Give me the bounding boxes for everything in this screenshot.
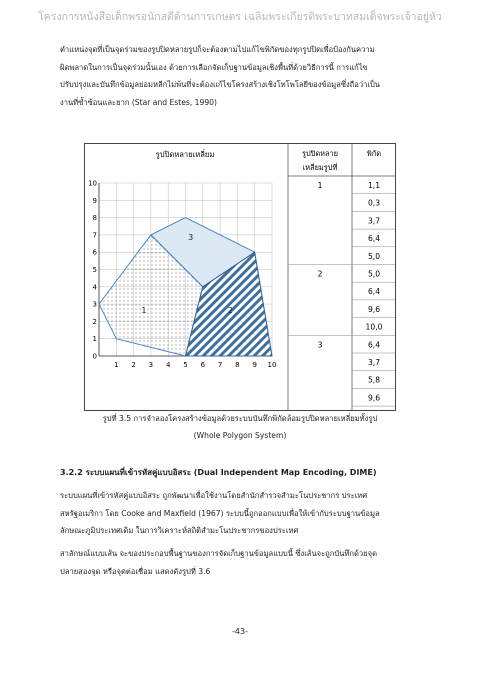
- y-tick-label: 6: [92, 248, 97, 257]
- x-tick-label: 8: [235, 361, 240, 369]
- y-tick-label: 3: [92, 300, 97, 309]
- table-header-coords: พิกัด: [366, 149, 382, 158]
- polygon-label: 1: [141, 305, 147, 315]
- text-line: สหรัฐอเมริกา โดย Cooke and Maxfield (1967) ระบบนี้ถูกออกแบบเพื่อให้เข้ากับระบบฐานข้อมูล: [60, 508, 380, 518]
- x-tick-label: 4: [165, 361, 171, 369]
- paragraph-line-features: [60, 545, 432, 580]
- section-heading: 3.2.2 ระบบแผนที่เข้ารหัสคู่แบบอิสระ (Dual Independent Map Encoding, DIME): [60, 468, 377, 477]
- grid-title: รูปปิดหลายเหลี่ยม: [155, 150, 215, 159]
- figure-3-5: [84, 143, 396, 411]
- coordinate-value: 9,6: [367, 304, 381, 314]
- y-tick-label: 7: [92, 231, 97, 240]
- coordinate-value: 6,4: [367, 340, 381, 350]
- coordinate-value: 5,0: [367, 269, 381, 279]
- x-tick-label: 9: [252, 361, 257, 369]
- text-line: งานที่ซ้ำซ้อนและยาก (Star and Estes, 1990): [60, 97, 217, 107]
- polygon-id: 1: [317, 181, 323, 190]
- coordinate-value: 6,4: [367, 234, 381, 244]
- y-tick-label: 2: [92, 317, 97, 326]
- paragraph-dime: [60, 487, 432, 540]
- coordinate-table: [288, 181, 395, 406]
- coordinate-value: 9,6: [367, 393, 381, 403]
- y-tick-label: 9: [92, 196, 97, 205]
- x-tick-label: 6: [200, 361, 206, 369]
- polygon-label: 2: [227, 305, 234, 315]
- x-tick-label: 10: [267, 361, 277, 369]
- x-tick-label: 5: [183, 361, 188, 369]
- figure-caption: รูปที่ 3.5 การจำลองโครงสร้างข้อมูลด้วยระบบบันทึกพิกัดล้อมรูปปิดหลายเหลี่ยมทั้งรูป: [102, 414, 378, 423]
- polygon-label: 3: [188, 233, 194, 243]
- y-tick-label: 1: [92, 335, 97, 344]
- table-header-polygon-line2: เหลี่ยมรูปที่: [302, 163, 338, 172]
- text-line: ปลายสองจุด หรือจุดต่อเชื่อม แสดงดังรูปที่ 3.6: [60, 566, 211, 576]
- x-tick-label: 3: [148, 361, 154, 369]
- page-number: -43-: [232, 627, 248, 636]
- text-line: ระบบแผนที่เข้ารหัสคู่แบบอิสระ ถูกพัฒนาเพื่อใช้งานโดยสำนักสำรวจสำมะโนประชากร ประเทศ: [60, 491, 368, 500]
- y-tick-label: 0: [92, 352, 97, 361]
- coordinate-value: 5,0: [367, 251, 381, 261]
- figure-graphic: [85, 144, 395, 410]
- x-tick-label: 2: [131, 361, 136, 369]
- polygon-id: 2: [317, 269, 323, 279]
- text-line: ผิดพลาดในการเป็นจุดร่วมนั้นเอง ด้วยการเลือกจัดเก็บฐานข้อมูลเชิงพื้นที่ด้วยวิธีการนี้ การแก้ไข: [60, 62, 368, 72]
- table-header-polygon: รูปปิดหลาย: [301, 149, 339, 158]
- coordinate-value: 6,4: [367, 287, 381, 297]
- coordinate-value: 10,0: [365, 322, 383, 332]
- y-tick-label: 5: [92, 266, 97, 274]
- y-tick-label: 4: [92, 283, 97, 292]
- polygon-plot: [88, 180, 276, 370]
- figure-caption-subtitle: (Whole Polygon System): [193, 431, 287, 440]
- coordinate-value: 3,7: [367, 216, 381, 226]
- coordinate-value: 5,8: [367, 375, 381, 385]
- paragraph-intro: [60, 41, 432, 111]
- coordinate-value: 3,7: [367, 358, 381, 367]
- text-line: สาลักษณ์แบบเส้น จะของประกอบพื้นฐานของการจัดเก็บฐานข้อมูลแบบนี้ ซึ่งเส้นจะถูกบันทึกด้วยจุด: [60, 549, 377, 558]
- text-line: ตำแหน่งจุดที่เป็นจุดร่วมของรูปปิดหลายรูปก็จะต้องตามไปแก้ไขพิกัดของทุกรูปปิดเพื่อป้องกันความ: [60, 45, 375, 54]
- y-tick-label: 10: [88, 179, 97, 188]
- polygon-id: 3: [317, 340, 323, 350]
- x-tick-label: 7: [217, 361, 223, 369]
- x-tick-label: 1: [114, 361, 119, 369]
- coordinate-value: 1,1: [367, 181, 381, 190]
- text-line: ลักษณะภูมิประเทศเดิม ในการวิเคราะห์สถิติสำมะโนประชากรของประเทศ: [60, 526, 299, 535]
- running-header: โครงการหนังสือเด็กพรอนักสดีด้านการเกษตร เฉลิมพระเกียรติพระบาทสมเด็จพระเจ้าอยู่หัว: [38, 11, 442, 23]
- y-tick-label: 8: [92, 214, 97, 223]
- coordinate-value: 0,3: [367, 198, 381, 208]
- text-line: ปรับปรุงและบันทึกข้อมูลย่อมหลีกไม่พ้นที่จะต้องแก้ไขโครงสร้างเชิงโทโพโลยีของข้อมูลซึ่งถือว่าเป็น: [60, 80, 380, 89]
